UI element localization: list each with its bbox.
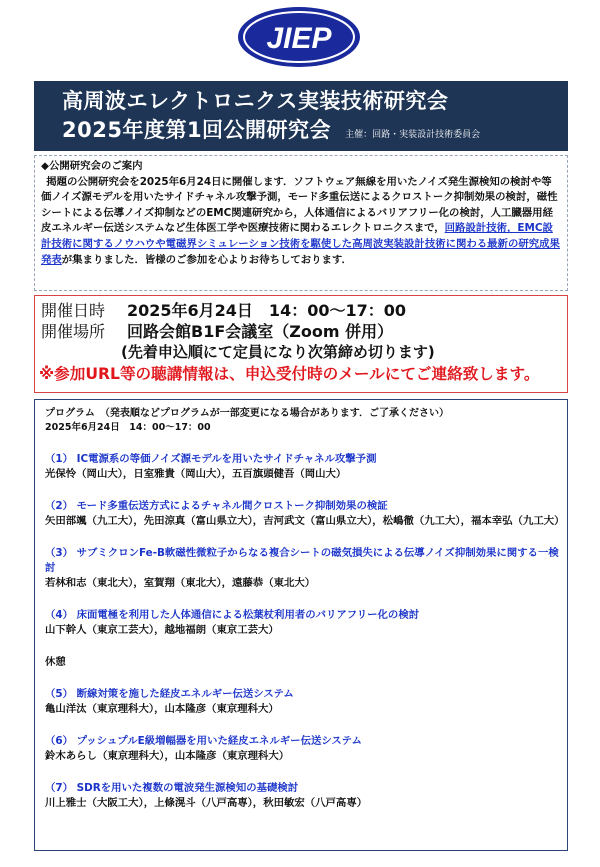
program-box <box>34 399 568 851</box>
intro-heading: ◆公開研究会のご案内 <box>41 160 143 172</box>
intro-text-before: 掲題の公開研究会を2025年6月24日に開催します．ソフトウェア無線を用いたノイズ発生源検知の検討や等価ノイズ源モデルを用いたサイドチャネル攻撃予測，モード多重伝送によるクロストーク抑制効果の検討，磁性シートによる伝導ノイズ抑制などのEMC関連研究から，人体通信によるバリアフリー化の検討，人工臓器用経皮エネルギー伝送システムなど生体医工学や医療技術に関わるエレクトロニクスまで， <box>41 175 558 235</box>
jiep-logo <box>237 6 361 68</box>
program-item <box>45 499 567 529</box>
program-item-authors: 亀山洋汰（東京理科大），山本隆彦（東京理科大） <box>45 703 279 715</box>
jiep-logo-mark <box>237 6 361 68</box>
program-item <box>45 452 567 482</box>
event-venue-row <box>41 321 567 342</box>
program-item-title[interactable]: （4） 床面電極を利用した人体通信による松葉杖利用者のバリアフリー化の検討 <box>45 609 420 621</box>
program-item-title[interactable]: （3） サブミクロンFe-B軟磁性微粒子からなる複合シートの磁気損失による伝導ノイズ抑制効果に関する一検討 <box>45 547 559 574</box>
program-item-title[interactable]: （5） 断線対策を施した経皮エネルギー伝送システム <box>45 688 294 700</box>
intro-text-after: が集まりました．皆様のご参加を心よりお待ちしております． <box>61 253 352 266</box>
program-item <box>45 608 567 638</box>
program-item <box>45 687 567 717</box>
program-item-title[interactable]: （2） モード多重伝送方式によるチャネル間クロストーク抑制効果の検証 <box>45 500 388 512</box>
event-venue-value: 回路会館B1F会議室（Zoom 併用） <box>127 322 394 341</box>
title-banner <box>34 81 568 151</box>
break-label: 休憩 <box>45 656 66 668</box>
program-heading: プログラム （発表順などプログラムが一部変更になる場合があります．ご了承ください） <box>45 408 449 419</box>
intro-body <box>41 175 561 269</box>
event-capacity-note: (先着申込順にて定員になり次第締め切ります) <box>121 343 435 361</box>
banner-line2 <box>62 116 556 145</box>
program-item-title[interactable]: （1） IC電源系の等価ノイズ源モデルを用いたサイドチャネル攻撃予測 <box>45 453 377 465</box>
program-date: 2025年6月24日 14：00〜17：00 <box>45 422 211 433</box>
program-item-authors: 矢田部颯（九工大），先田涼真（富山県立大），吉河武文（富山県立大），松嶋徹（九工大），福本幸弘（九工大） <box>45 515 565 527</box>
intro-highlight-link[interactable]: 回路設計技術，EMC設計技術に関するノウハウや電磁界シミュレーション技術を駆使した高周波実装設計技術に関わる最新の研究成果発表 <box>41 222 560 266</box>
event-date-label: 開催日時 <box>41 301 106 320</box>
program-item-title[interactable]: （7） SDRを用いた複数の電波発生源検知の基礎検討 <box>45 782 299 794</box>
event-date-row <box>41 300 567 321</box>
logo-text: JIEP <box>266 22 332 55</box>
banner-title-line1: 高周波エレクトロニクス実装技術研究会 <box>62 89 449 113</box>
banner-title-line2: 2025年度第1回公開研究会 <box>62 118 332 142</box>
program-item-authors: 川上雅士（大阪工大），上條滉斗（八戸高専），秋田敏宏（八戸高専） <box>45 797 368 809</box>
intro-box <box>34 155 568 291</box>
program-item-authors: 若林和志（東北大），室賀翔（東北大），遠藤恭（東北大） <box>45 577 316 589</box>
event-info-box <box>34 295 568 393</box>
program-item <box>45 546 567 591</box>
program-item <box>45 734 567 764</box>
event-date-value: 2025年6月24日 14：00〜17：00 <box>127 301 406 320</box>
program-item-title[interactable]: （6） プッシュプルE級増幅器を用いた経皮エネルギー伝送システム <box>45 735 362 747</box>
program-item-authors: 山下幹人（東京工芸大），越地福朗（東京工芸大） <box>45 624 279 636</box>
event-venue-label: 開催場所 <box>41 322 106 341</box>
organizer: 主催：回路・実装設計技術委員会 <box>345 130 481 140</box>
program-item-authors: 光保怜（岡山大），日室雅貴（岡山大），五百旗頭健吾（岡山大） <box>45 468 347 480</box>
program-item <box>45 781 567 811</box>
event-alert: ※参加URL等の聴講情報は、申込受付時のメールにてご連絡致します。 <box>39 365 540 383</box>
program-item-authors: 鈴木あらし（東京理科大），山本隆彦（東京理科大） <box>45 750 290 762</box>
